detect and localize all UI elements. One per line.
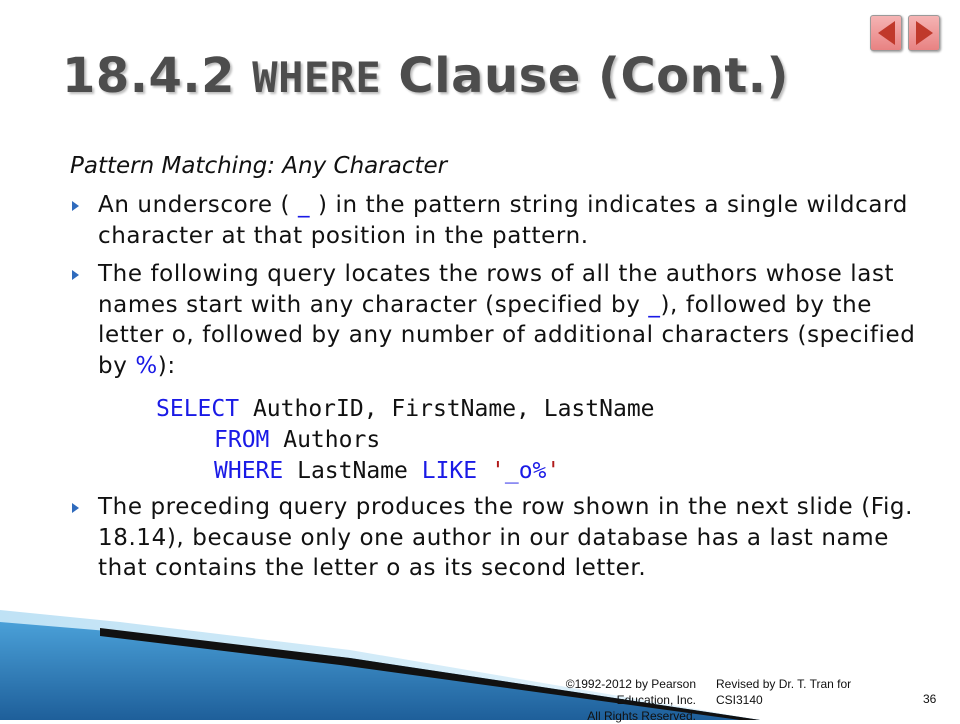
bullet-text: An underscore ( xyxy=(98,192,298,218)
title-suffix: Clause (Cont.) xyxy=(381,48,789,104)
bullet-text: The following query locates the rows of all the authors whose last names start with any character (specified by xyxy=(98,261,895,318)
bullet-text: The preceding query produces the row shown in the next slide (Fig. 18.14), because only one author in our database has a last name that contains the letter o as its second letter. xyxy=(98,494,914,581)
title-keyword: WHERE xyxy=(252,53,382,102)
slide-title xyxy=(62,48,789,104)
bullet-underscore xyxy=(70,190,920,251)
revision-note xyxy=(716,676,851,708)
bullet-arrow-icon xyxy=(72,503,79,513)
copyright-line: ©1992-2012 by Pearson Education, Inc. xyxy=(565,677,696,707)
code-quote: ' xyxy=(490,458,505,484)
bullet-text: ), followed by the letter o, followed by any number of additional characters (specified by xyxy=(98,291,916,379)
revision-line: Revised by Dr. T. Tran for xyxy=(716,677,852,691)
keyword-underscore: _ xyxy=(297,192,311,218)
code-line-where xyxy=(214,456,560,486)
code-text xyxy=(477,458,491,484)
code-keyword: LIKE xyxy=(421,458,478,484)
bullet-text: ): xyxy=(157,352,176,379)
copyright-notice xyxy=(530,676,696,724)
triangle-left-icon xyxy=(878,21,895,45)
code-line-from xyxy=(214,425,380,455)
bullet-text: ) in the pattern string indicates a single wildcard character at that position in the pattern. xyxy=(98,192,908,249)
revision-line: CSI3140 xyxy=(716,693,763,707)
code-text: AuthorID, FirstName, LastName xyxy=(239,396,655,422)
code-line-select xyxy=(156,394,655,424)
bullet-list-top xyxy=(70,190,920,381)
bullet-query-description xyxy=(70,259,920,381)
slide-navigation xyxy=(870,15,940,51)
keyword-percent: % xyxy=(135,352,158,379)
code-text: LastName xyxy=(283,458,422,484)
code-text: Authors xyxy=(269,427,381,453)
code-keyword: FROM xyxy=(214,427,270,453)
page-number: 36 xyxy=(923,692,937,706)
triangle-right-icon xyxy=(916,21,933,45)
code-pattern: _o% xyxy=(504,458,547,484)
bullet-arrow-icon xyxy=(72,201,79,211)
next-slide-button[interactable] xyxy=(908,15,940,51)
keyword-underscore: _ xyxy=(648,291,661,318)
code-keyword: WHERE xyxy=(214,458,284,484)
previous-slide-button[interactable] xyxy=(870,15,902,51)
copyright-line: All Rights Reserved. xyxy=(587,709,696,723)
subtitle: Pattern Matching: Any Character xyxy=(70,153,448,179)
code-keyword: SELECT xyxy=(156,396,240,422)
title-prefix: 18.4.2 xyxy=(62,48,253,104)
bullet-arrow-icon xyxy=(72,270,79,280)
code-quote: ' xyxy=(546,458,561,484)
